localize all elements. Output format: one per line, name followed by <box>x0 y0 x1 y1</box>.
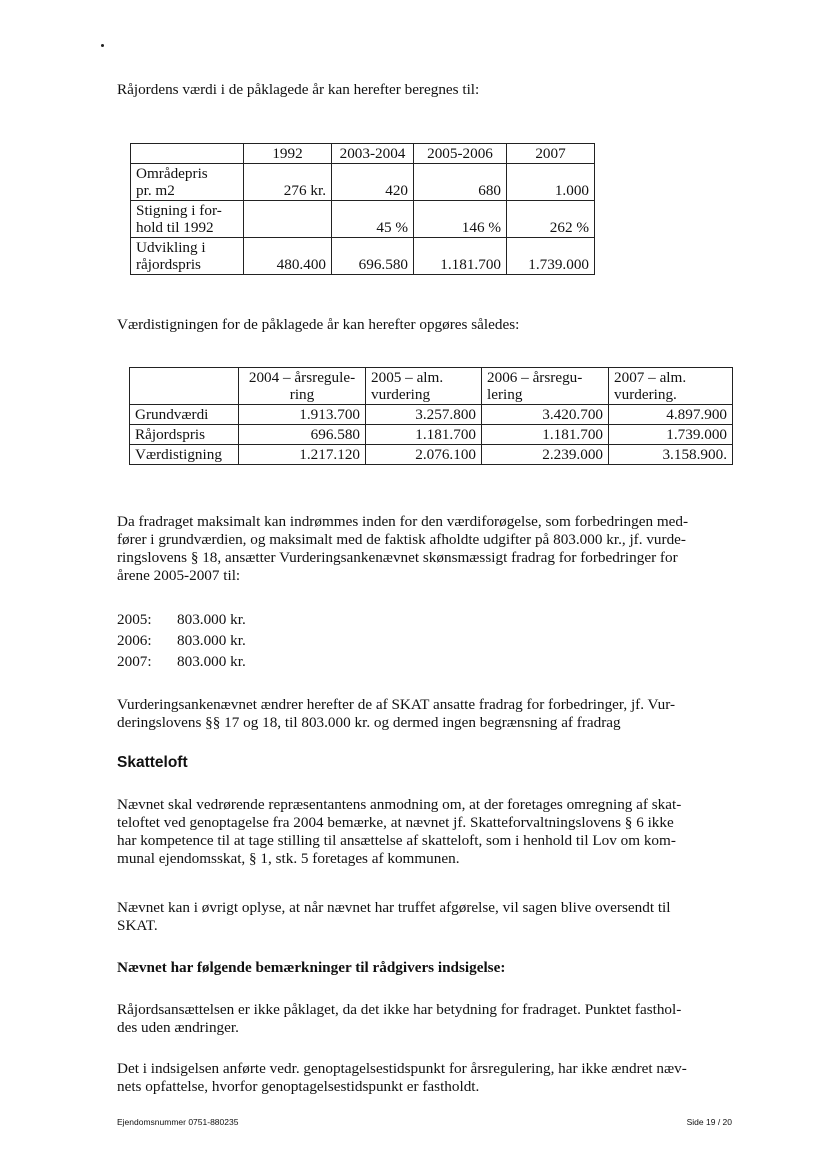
table-cell: 4.897.900 <box>609 405 733 425</box>
header-line: 2007 – alm. <box>614 369 687 386</box>
raw-land-paragraph: Råjordsansættelsen er ikke påklaget, da det ikke har betydning for fradraget. Punktet fasthol- des uden ændringer. <box>117 1001 682 1036</box>
table-cell: 1.181.700 <box>366 425 482 445</box>
table-cell: 1.739.000 <box>609 425 733 445</box>
intro-text-2: Værdistigningen for de påklagede år kan herefter opgøres således: <box>117 316 520 333</box>
section-heading-skatteloft: Skatteloft <box>117 754 188 771</box>
forwarding-paragraph: Nævnet kan i øvrigt oplyse, at når nævnet har truffet afgørelse, vil sagen blive oversendt til SKAT. <box>117 899 671 934</box>
table-cell: 45 % <box>332 201 414 238</box>
table-cell: 3.257.800 <box>366 405 482 425</box>
row-label-line: pr. m2 <box>136 182 175 199</box>
table-cell: 696.580 <box>332 238 414 275</box>
row-label-cell <box>131 201 244 238</box>
raw-land-value-table <box>130 143 595 275</box>
footer-page-number: Side 19 / 20 <box>686 1117 732 1127</box>
table-row <box>130 405 733 425</box>
table-cell: 680 <box>414 164 507 201</box>
footer-property-number: Ejendomsnummer 0751-880235 <box>117 1117 239 1127</box>
value-increase-table <box>129 367 733 465</box>
row-label-cell: Grundværdi <box>130 405 239 425</box>
table-cell: 1.217.120 <box>239 445 366 465</box>
table-row <box>130 445 733 465</box>
table-row <box>131 238 595 275</box>
deduction-paragraph: Da fradraget maksimalt kan indrømmes inden for den værdiforøgelse, som forbedringen med- fører i grundværdien, og maksimalt med de faktisk afholdte udgifter på 803.000 kr., jf. vurde- ringslovens § 18, ansætter Vurderingsankenævnet skønsmæssigt fradrag for forbedringer for årene 2005-2007 til: <box>117 513 689 584</box>
table-row <box>131 201 595 238</box>
table-header-row <box>131 144 595 164</box>
decision-paragraph: Vurderingsankenævnet ændrer herefter de af SKAT ansatte fradrag for forbedringer, jf. Vur- deringslovens §§ 17 og 18, til 803.000 kr. og dermed ingen begrænsning af fradrag <box>117 696 676 731</box>
table-header-cell <box>482 368 609 405</box>
table-cell: 480.400 <box>244 238 332 275</box>
table-header-cell: 2005-2006 <box>414 144 507 164</box>
table-header-cell <box>130 368 239 405</box>
header-line: 2005 – alm. <box>371 369 444 386</box>
amount-row-2006: 2006: 803.000 kr. <box>117 632 246 649</box>
row-label-line: hold til 1992 <box>136 219 214 236</box>
row-label-line: Områdepris <box>136 165 208 182</box>
header-line: lering <box>487 386 523 403</box>
table-cell: 262 % <box>507 201 595 238</box>
table-cell: 276 kr. <box>244 164 332 201</box>
table-header-cell <box>131 144 244 164</box>
table-header-cell <box>366 368 482 405</box>
table-cell <box>244 201 332 238</box>
row-label-line: Udvikling i <box>136 239 206 256</box>
table-cell: 146 % <box>414 201 507 238</box>
table-cell: 3.158.900. <box>609 445 733 465</box>
table-header-cell: 2003-2004 <box>332 144 414 164</box>
amount-row-2007: 2007: 803.000 kr. <box>117 653 246 670</box>
table-cell: 1.181.700 <box>414 238 507 275</box>
table-cell: 1.000 <box>507 164 595 201</box>
amount-row-2005: 2005: 803.000 kr. <box>117 611 246 628</box>
table-header-cell: 1992 <box>244 144 332 164</box>
table-cell: 1.739.000 <box>507 238 595 275</box>
row-label-cell <box>131 164 244 201</box>
row-label-cell <box>131 238 244 275</box>
table-cell: 2.239.000 <box>482 445 609 465</box>
tax-ceiling-paragraph: Nævnet skal vedrørende repræsentantens anmodning om, at der foretages omregning af skat- teloftet ved genoptagelse fra 2004 bemærke, at nævnet jf. Skatteforvaltningslovens § 6 ikke har kompetence til at tage stilling til ansættelse af skatteloft, som i henhold til Lov om kom- munal ejendomsskat, § 1, stk. 5 foretages af kommunen. <box>117 796 682 867</box>
table-row <box>130 425 733 445</box>
header-line: ring <box>289 386 315 403</box>
table-header-row <box>130 368 733 405</box>
table-cell: 2.076.100 <box>366 445 482 465</box>
objection-heading: Nævnet har følgende bemærkninger til rådgivers indsigelse: <box>117 959 506 976</box>
table-cell: 420 <box>332 164 414 201</box>
table-row <box>131 164 595 201</box>
row-label-cell: Råjordspris <box>130 425 239 445</box>
table-header-cell <box>239 368 366 405</box>
header-line: 2006 – årsregu- <box>487 369 583 386</box>
scan-speck <box>101 44 104 47</box>
table-header-cell <box>609 368 733 405</box>
row-label-cell: Værdistigning <box>130 445 239 465</box>
row-label-line: Stigning i for- <box>136 202 222 219</box>
header-line: vurdering. <box>614 386 677 403</box>
table-cell: 1.181.700 <box>482 425 609 445</box>
table-cell: 696.580 <box>239 425 366 445</box>
header-line: 2004 – årsregule- <box>248 369 356 386</box>
header-line: vurdering <box>371 386 431 403</box>
reopening-paragraph: Det i indsigelsen anførte vedr. genoptagelsestidspunkt for årsregulering, har ikke ændret næv- nets opfattelse, hvorfor genoptagelsestidspunkt er fastholdt. <box>117 1060 687 1095</box>
row-label-line: råjordspris <box>136 256 201 273</box>
intro-text-1: Råjordens værdi i de påklagede år kan herefter beregnes til: <box>117 81 480 98</box>
table-cell: 3.420.700 <box>482 405 609 425</box>
table-header-cell: 2007 <box>507 144 595 164</box>
table-cell: 1.913.700 <box>239 405 366 425</box>
